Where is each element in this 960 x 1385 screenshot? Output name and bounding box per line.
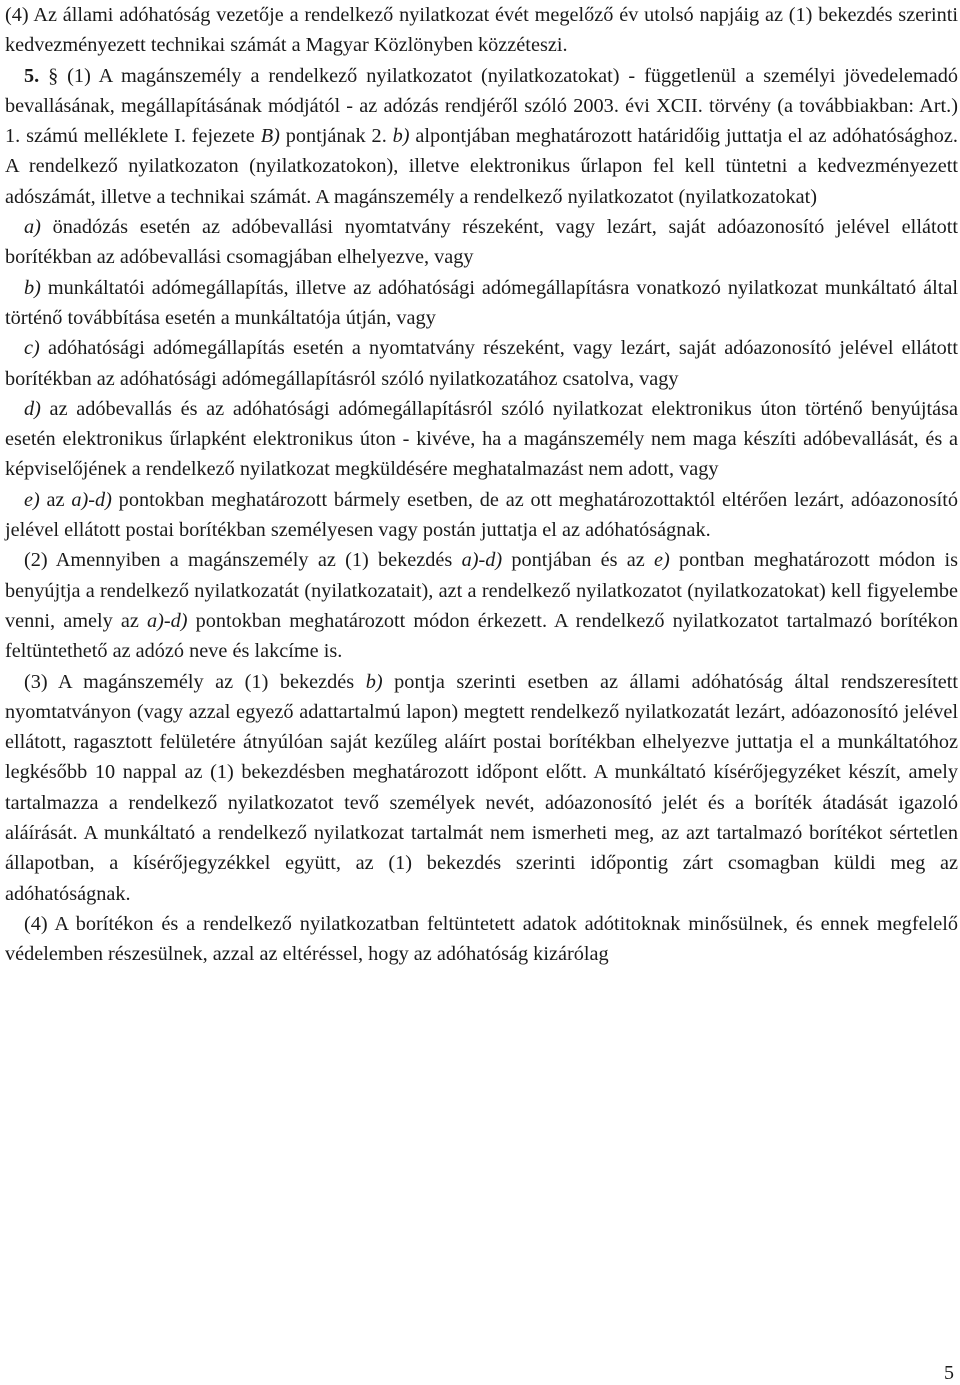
paragraph-text: (3) A magánszemély az (1) bekezdés bbox=[24, 670, 366, 693]
paragraph-5-4 bbox=[5, 909, 958, 970]
list-item-b bbox=[5, 273, 958, 334]
item-label: a) bbox=[24, 216, 41, 239]
item-label: b) bbox=[24, 276, 41, 299]
italic-reference: a)-d) bbox=[71, 488, 112, 511]
paragraph-text: pontokban meghatározott módon érkezett. A rendelkező nyilatkozatot tartalmazó borítékon feltüntethető az adózó neve és lakcíme is. bbox=[5, 609, 958, 663]
list-item-c bbox=[5, 333, 958, 394]
paragraph-5-2 bbox=[5, 545, 958, 666]
paragraph-5-3 bbox=[5, 667, 958, 909]
paragraph-4-4-1 bbox=[5, 0, 958, 61]
italic-reference: e) bbox=[654, 549, 670, 572]
list-item-e bbox=[5, 485, 958, 546]
italic-reference: b) bbox=[392, 125, 410, 148]
item-text: munkáltatói adómegállapítás, illetve az adóhatósági adómegállapításra vonatkozó nyilatkozat munkáltató által történő továbbítása esetén a munkáltatója útján, vagy bbox=[5, 276, 958, 329]
item-text: önadózás esetén az adóbevallási nyomtatvány részeként, vagy lezárt, saját adóazonosító jelével ellátott borítékban az adóbevallási csomagjában elhelyezve, vagy bbox=[5, 216, 958, 269]
paragraph-text: pontjának 2. bbox=[279, 125, 393, 148]
italic-reference: b) bbox=[365, 670, 383, 693]
item-text: pontokban meghatározott bármely esetben, de az ott meghatározottaktól eltérően lezárt, adóazonosító jelével ellátott postai borítékban személyesen vagy postán juttatja el az adóhatóságnak. bbox=[5, 488, 958, 542]
paragraph-text: pontban meghatározott módon is benyújtja a rendelkező nyilatkozatát (nyilatkozatait), azt a rendelkező nyilatkozatot (nyilatkozatokat) kell figyelembe venni, amely az bbox=[5, 549, 958, 632]
item-label: c) bbox=[24, 337, 40, 360]
document-page bbox=[5, 0, 958, 970]
paragraph-text: (2) Amennyiben a magánszemély az (1) bekezdés bbox=[24, 549, 462, 572]
item-label: d) bbox=[24, 397, 41, 420]
section-number: 5. bbox=[24, 64, 40, 87]
paragraph-text: (1) A magánszemély a rendelkező nyilatkozatot (nyilatkozatokat) - függetlenül a személyi jövedelemadó bevallásának, megállapításának módjától - az adózás rendjéről szóló 2003. évi XCII. törvény (a továbbiakban: Art.) 1. számú melléklete I. fejezete bbox=[5, 64, 958, 148]
item-label: e) bbox=[24, 488, 40, 511]
page-number: 5 bbox=[944, 1362, 954, 1384]
list-item-a bbox=[5, 212, 958, 273]
item-text: adóhatósági adómegállapítás esetén a nyomtatvány részeként, vagy lezárt, saját adóazonosító jelével ellátott borítékban az adóhatósági adómegállapításról szóló nyilatkozatához csatolva, vagy bbox=[5, 337, 958, 390]
section-5-paragraph-1 bbox=[5, 61, 958, 212]
list-item-d bbox=[5, 394, 958, 485]
italic-reference: a)-d) bbox=[461, 549, 503, 572]
section-symbol: § bbox=[48, 64, 59, 87]
paragraph-text: (4) A borítékon és a rendelkező nyilatkozatban feltüntetett adatok adótitoknak minősülnek, és ennek megfelelő védelemben részesülnek, azzal az eltéréssel, hogy az adóhatóság kizárólag bbox=[5, 912, 958, 966]
paragraph-text: (4) Az állami adóhatóság vezetője a rendelkező nyilatkozat évét megelőző év utolsó napjáig az (1) bekezdés szerinti kedvezményezett technikai számát a Magyar Közlönyben közzéteszi. bbox=[5, 4, 958, 57]
italic-reference: a)-d) bbox=[146, 609, 188, 632]
paragraph-text: pontja szerinti esetben az állami adóhatóság által rendszeresített nyomtatványon (vagy azzal egyező adattartalmú lapon) megtett rendelkező nyilatkozatát lezárt, adóazonosító jelével ellátott, ragasztott felületére átnyúlóan saját kezűleg aláírt postai borítékban elhelyezve juttatja el a munkáltatóhoz legkésőbb 10 nappal az (1) bekezdésben meghatározott időpont előtt. A munkáltató kísérőjegyzéket készít, amely tartalmazza a rendelkező nyilatkozatot tevő személyek nevét, adóazonosító jelét és a boríték átadását igazoló aláírását. A munkáltató a rendelkező nyilatkozat tartalmát nem ismerheti meg, az azt tartalmazó borítékot sértetlen állapotban, a kísérőjegyzékkel együtt, az (1) bekezdés szerinti időpontig zárt csomagban küldi meg az adóhatóságnak. bbox=[5, 670, 959, 905]
item-text: az adóbevallás és az adóhatósági adómegállapításról szóló nyilatkozat elektronikus úton történő benyújtása esetén elektronikus űrlapként elektronikus úton - kivéve, ha a magánszemély nem maga készíti adóbevallását, és a képviselőjének a rendelkező nyilatkozat megküldésére meghatalmazást nem adott, vagy bbox=[5, 397, 958, 481]
italic-reference: B) bbox=[260, 125, 280, 148]
item-text: az bbox=[39, 488, 72, 511]
paragraph-text: pontjában és az bbox=[502, 549, 654, 572]
paragraph-text: alpontjában meghatározott határidőig juttatja el az adóhatósághoz. A rendelkező nyilatkozaton (nyilatkozatokon), illetve elektronikus űrlapon fel kell tüntetni a kedvezményezett adószámát, illetve a technikai számát. A magánszemély a rendelkező nyilatkozatot (nyilatkozatokat) bbox=[5, 125, 958, 208]
